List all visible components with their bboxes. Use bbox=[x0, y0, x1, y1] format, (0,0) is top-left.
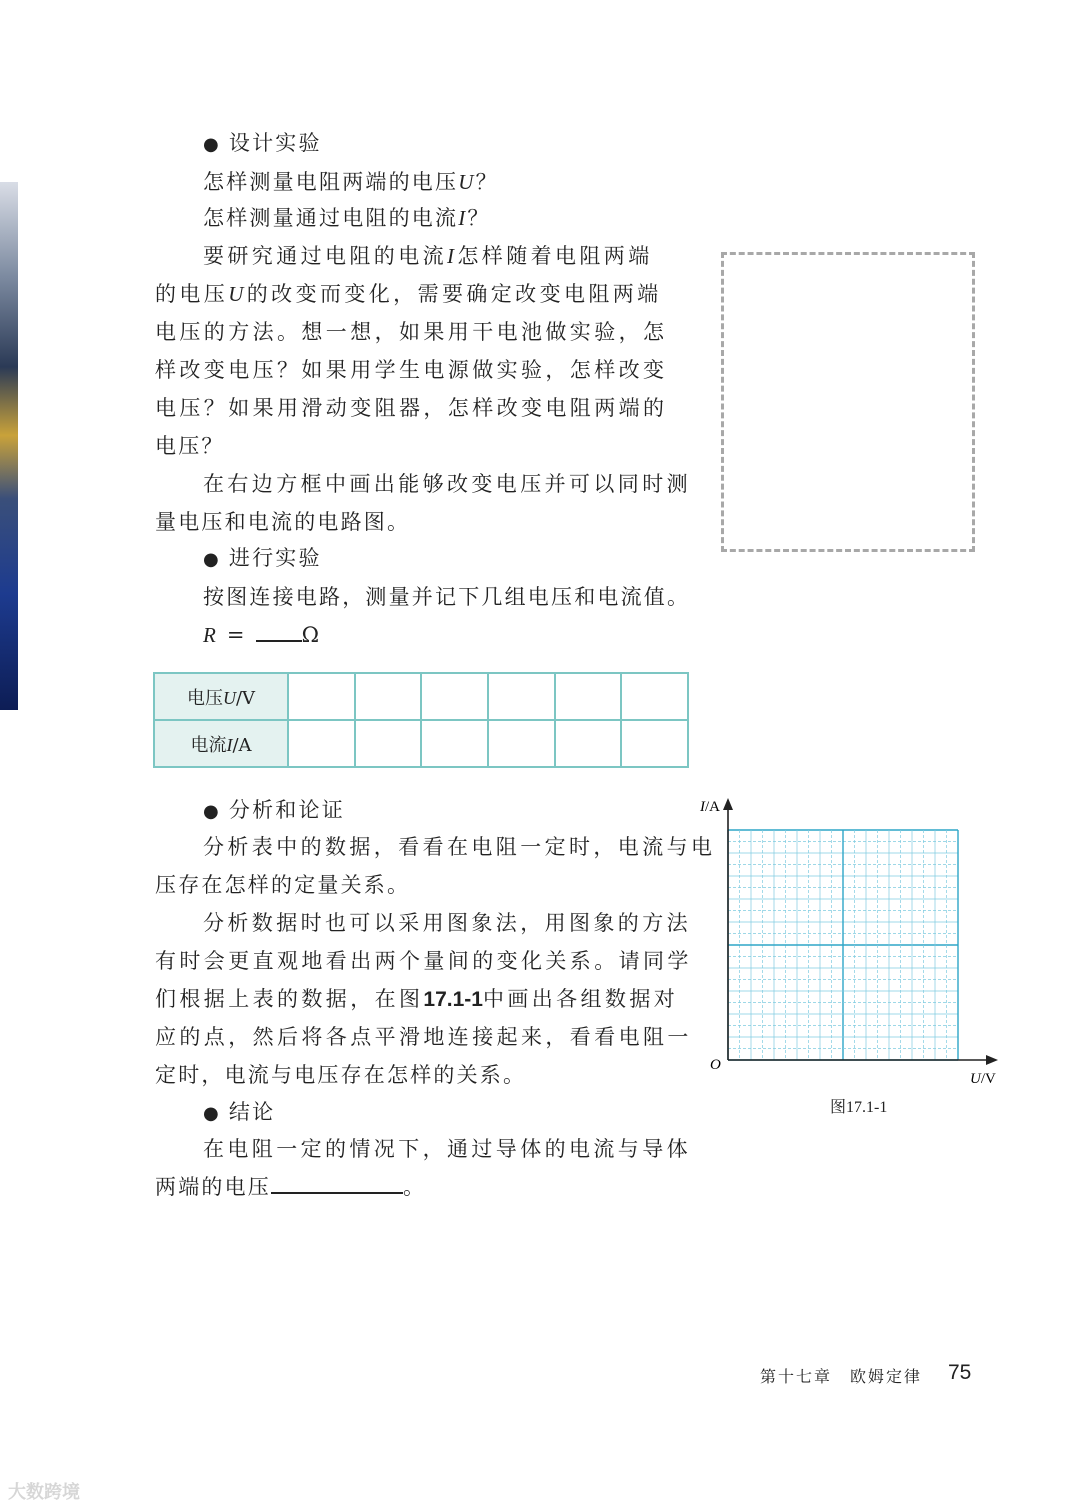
measurement-table bbox=[153, 672, 689, 768]
heading-conduct-experiment: ● 进行实验 bbox=[203, 546, 322, 570]
table-cell[interactable] bbox=[355, 720, 422, 767]
heading-analysis: ● 分析和论证 bbox=[203, 798, 345, 822]
bullet-icon: ● bbox=[203, 801, 221, 822]
paragraph-line: 要研究通过电阻的电流I怎样随着电阻两端 bbox=[203, 244, 653, 268]
table-cell[interactable] bbox=[288, 720, 355, 767]
table-cell[interactable] bbox=[421, 673, 488, 720]
figure-caption: 图17.1-1 bbox=[830, 1099, 888, 1116]
heading-design-experiment: ● 设计实验 bbox=[203, 131, 322, 155]
paragraph-line: 在右边方框中画出能够改变电压并可以同时测 bbox=[203, 472, 691, 496]
question-voltage: 怎样测量电阻两端的电压U？ bbox=[203, 170, 499, 194]
y-axis-arrow-icon bbox=[723, 798, 733, 810]
row-header-current: 电流I/A bbox=[154, 720, 288, 767]
table-cell[interactable] bbox=[421, 720, 488, 767]
table-cell[interactable] bbox=[488, 673, 555, 720]
paragraph-line: 按图连接电路，测量并记下几组电压和电流值。 bbox=[203, 585, 691, 609]
paragraph-line: 压存在怎样的定量关系。 bbox=[155, 873, 411, 897]
heading-conclusion: ● 结论 bbox=[203, 1100, 276, 1124]
table-cell[interactable] bbox=[288, 673, 355, 720]
table-cell[interactable] bbox=[555, 673, 622, 720]
row-header-voltage: 电压U/V bbox=[154, 673, 288, 720]
paragraph-line: 有时会更直观地看出两个量间的变化关系。请同学 bbox=[155, 949, 692, 973]
conclusion-blank[interactable] bbox=[271, 1192, 403, 1194]
page-number: 75 bbox=[948, 1361, 972, 1384]
paragraph-line: 分析数据时也可以采用图象法，用图象的方法 bbox=[203, 911, 691, 935]
side-photo-strip bbox=[0, 182, 18, 710]
origin-label: O bbox=[710, 1057, 721, 1073]
bullet-icon: ● bbox=[203, 1103, 221, 1124]
bullet-icon: ● bbox=[203, 549, 221, 570]
conclusion-fill: 两端的电压 。 bbox=[155, 1175, 427, 1199]
paragraph-line: 在电阻一定的情况下，通过导体的电流与导体 bbox=[203, 1137, 691, 1161]
iu-graph bbox=[698, 792, 1018, 1112]
paragraph-line: 们根据上表的数据，在图17.1-1中画出各组数据对 bbox=[155, 987, 679, 1011]
watermark-logo: 大数跨境 bbox=[8, 1482, 80, 1502]
bullet-icon: ● bbox=[203, 134, 221, 155]
paragraph-line: 的电压U的改变而变化，需要确定改变电阻两端 bbox=[155, 282, 662, 306]
paragraph-line: 样改变电压？如果用学生电源做实验，怎样改变 bbox=[155, 358, 668, 382]
paragraph-line: 量电压和电流的电路图。 bbox=[155, 510, 411, 534]
table-cell[interactable] bbox=[621, 720, 688, 767]
question-current: 怎样测量通过电阻的电流I？ bbox=[203, 206, 491, 230]
x-axis-label: U/V bbox=[970, 1071, 996, 1087]
graph-grid bbox=[728, 830, 958, 1060]
resistance-blank[interactable] bbox=[256, 640, 302, 642]
paragraph-line: 应的点，然后将各点平滑地连接起来，看看电阻一 bbox=[155, 1025, 692, 1049]
x-axis-arrow-icon bbox=[986, 1055, 998, 1065]
circuit-drawing-box[interactable] bbox=[721, 252, 975, 552]
paragraph-line: 电压？ bbox=[155, 434, 225, 458]
paragraph-line: 分析表中的数据，看看在电阻一定时，电流与电 bbox=[203, 835, 716, 859]
table-cell[interactable] bbox=[488, 720, 555, 767]
table-cell[interactable] bbox=[555, 720, 622, 767]
paragraph-line: 定时，电流与电压存在怎样的关系。 bbox=[155, 1063, 527, 1087]
chapter-title: 第十七章 欧姆定律 bbox=[760, 1367, 923, 1386]
resistance-fill: R = Ω bbox=[203, 623, 322, 647]
paragraph-line: 电压？如果用滑动变阻器，怎样改变电阻两端的 bbox=[155, 396, 668, 420]
paragraph-line: 电压的方法。想一想，如果用干电池做实验，怎 bbox=[155, 320, 668, 344]
table-cell[interactable] bbox=[355, 673, 422, 720]
y-axis-label: I/A bbox=[700, 799, 720, 815]
table-cell[interactable] bbox=[621, 673, 688, 720]
table-row bbox=[154, 673, 688, 720]
table-row bbox=[154, 720, 688, 767]
